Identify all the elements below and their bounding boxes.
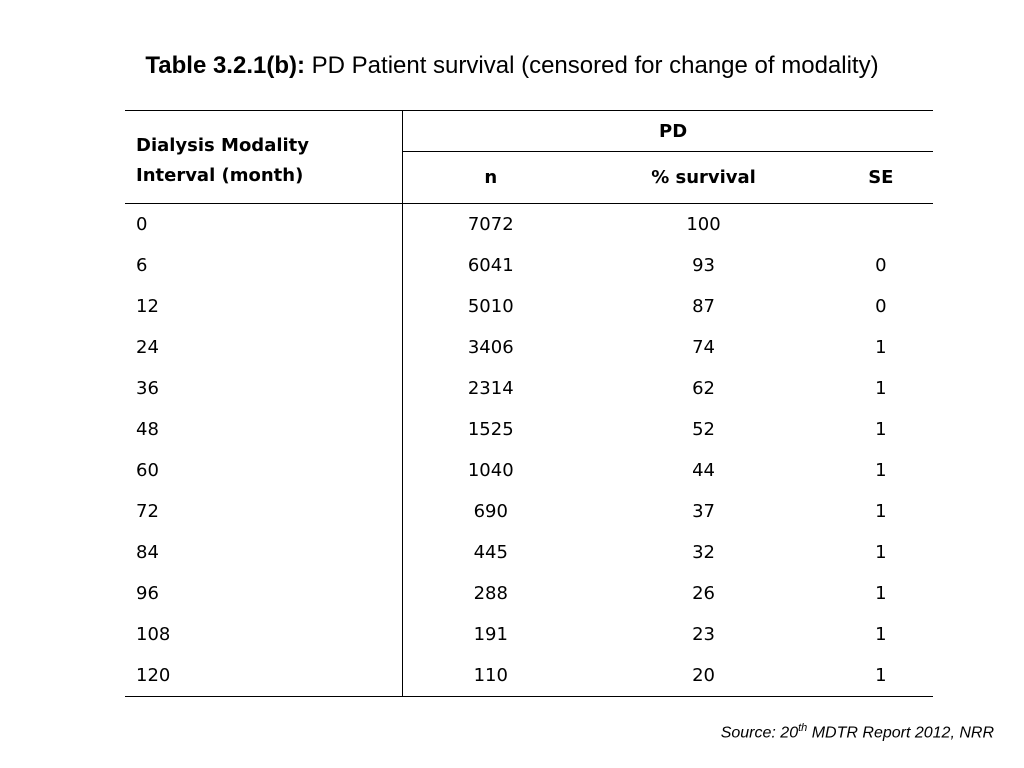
row-label-line1: Dialysis Modality xyxy=(136,135,310,156)
se-cell xyxy=(829,204,933,246)
n-cell: 288 xyxy=(473,583,508,604)
n-cell: 6041 xyxy=(467,255,514,276)
table-title-text: PD Patient survival (censored for change of modality) xyxy=(311,52,879,79)
interval-cell: 96 xyxy=(125,573,403,614)
table-row xyxy=(125,491,933,532)
survival-cell: 87 xyxy=(692,296,715,317)
group-header-pd: PD xyxy=(403,111,933,152)
source-superscript: th xyxy=(798,722,808,734)
source-suffix: MDTR Report 2012, NRR xyxy=(807,724,994,742)
table-row xyxy=(125,204,933,246)
table-row xyxy=(125,409,933,450)
table-row xyxy=(125,655,933,697)
n-cell: 5010 xyxy=(467,296,514,317)
interval-cell: 0 xyxy=(125,204,403,246)
n-cell: 1525 xyxy=(467,419,514,440)
se-cell: 0 xyxy=(875,255,887,276)
col-header-survival: % survival xyxy=(578,152,828,204)
n-cell: 445 xyxy=(473,542,508,563)
n-cell: 3406 xyxy=(467,337,514,358)
se-cell: 1 xyxy=(829,655,933,697)
survival-cell: 62 xyxy=(692,378,715,399)
col-header-n: n xyxy=(403,152,579,204)
source-note xyxy=(721,722,994,742)
table-row xyxy=(125,532,933,573)
survival-cell: 93 xyxy=(692,255,715,276)
table-row xyxy=(125,245,933,286)
row-label-line2: Interval (month) xyxy=(136,165,304,186)
table-row xyxy=(125,327,933,368)
survival-cell: 74 xyxy=(692,337,715,358)
se-cell: 1 xyxy=(875,501,887,522)
table-row xyxy=(125,614,933,655)
interval-cell: 36 xyxy=(125,368,403,409)
se-cell: 1 xyxy=(875,419,887,440)
table-title-prefix: Table 3.2.1(b): xyxy=(145,52,305,79)
table-row xyxy=(125,286,933,327)
survival-table xyxy=(125,110,933,697)
survival-cell: 26 xyxy=(692,583,715,604)
n-cell: 2314 xyxy=(467,378,514,399)
survival-cell: 37 xyxy=(692,501,715,522)
interval-cell: 60 xyxy=(125,450,403,491)
survival-cell: 52 xyxy=(692,419,715,440)
n-cell: 7072 xyxy=(467,214,514,235)
survival-cell: 32 xyxy=(692,542,715,563)
n-cell: 110 xyxy=(403,655,579,697)
row-label-header xyxy=(125,111,403,204)
table-row xyxy=(125,450,933,491)
survival-cell: 20 xyxy=(578,655,828,697)
interval-cell: 72 xyxy=(125,491,403,532)
interval-cell: 108 xyxy=(125,614,403,655)
survival-cell: 44 xyxy=(692,460,715,481)
se-cell: 0 xyxy=(875,296,887,317)
table-row xyxy=(125,573,933,614)
table-body xyxy=(125,204,933,697)
interval-cell: 6 xyxy=(125,245,403,286)
se-cell: 1 xyxy=(875,583,887,604)
se-cell: 1 xyxy=(875,337,887,358)
source-prefix: Source: 20 xyxy=(720,724,799,742)
table-row xyxy=(125,368,933,409)
table-title xyxy=(0,52,1024,80)
interval-cell: 48 xyxy=(125,409,403,450)
interval-cell: 120 xyxy=(125,655,403,697)
se-cell: 1 xyxy=(875,460,887,481)
survival-cell: 23 xyxy=(692,624,715,645)
interval-cell: 84 xyxy=(125,532,403,573)
n-cell: 690 xyxy=(473,501,508,522)
interval-cell: 12 xyxy=(125,286,403,327)
n-cell: 1040 xyxy=(467,460,514,481)
survival-cell: 100 xyxy=(686,214,721,235)
se-cell: 1 xyxy=(875,542,887,563)
interval-cell: 24 xyxy=(125,327,403,368)
n-cell: 191 xyxy=(473,624,508,645)
se-cell: 1 xyxy=(875,378,887,399)
se-cell: 1 xyxy=(875,624,887,645)
col-header-se: SE xyxy=(829,152,933,204)
